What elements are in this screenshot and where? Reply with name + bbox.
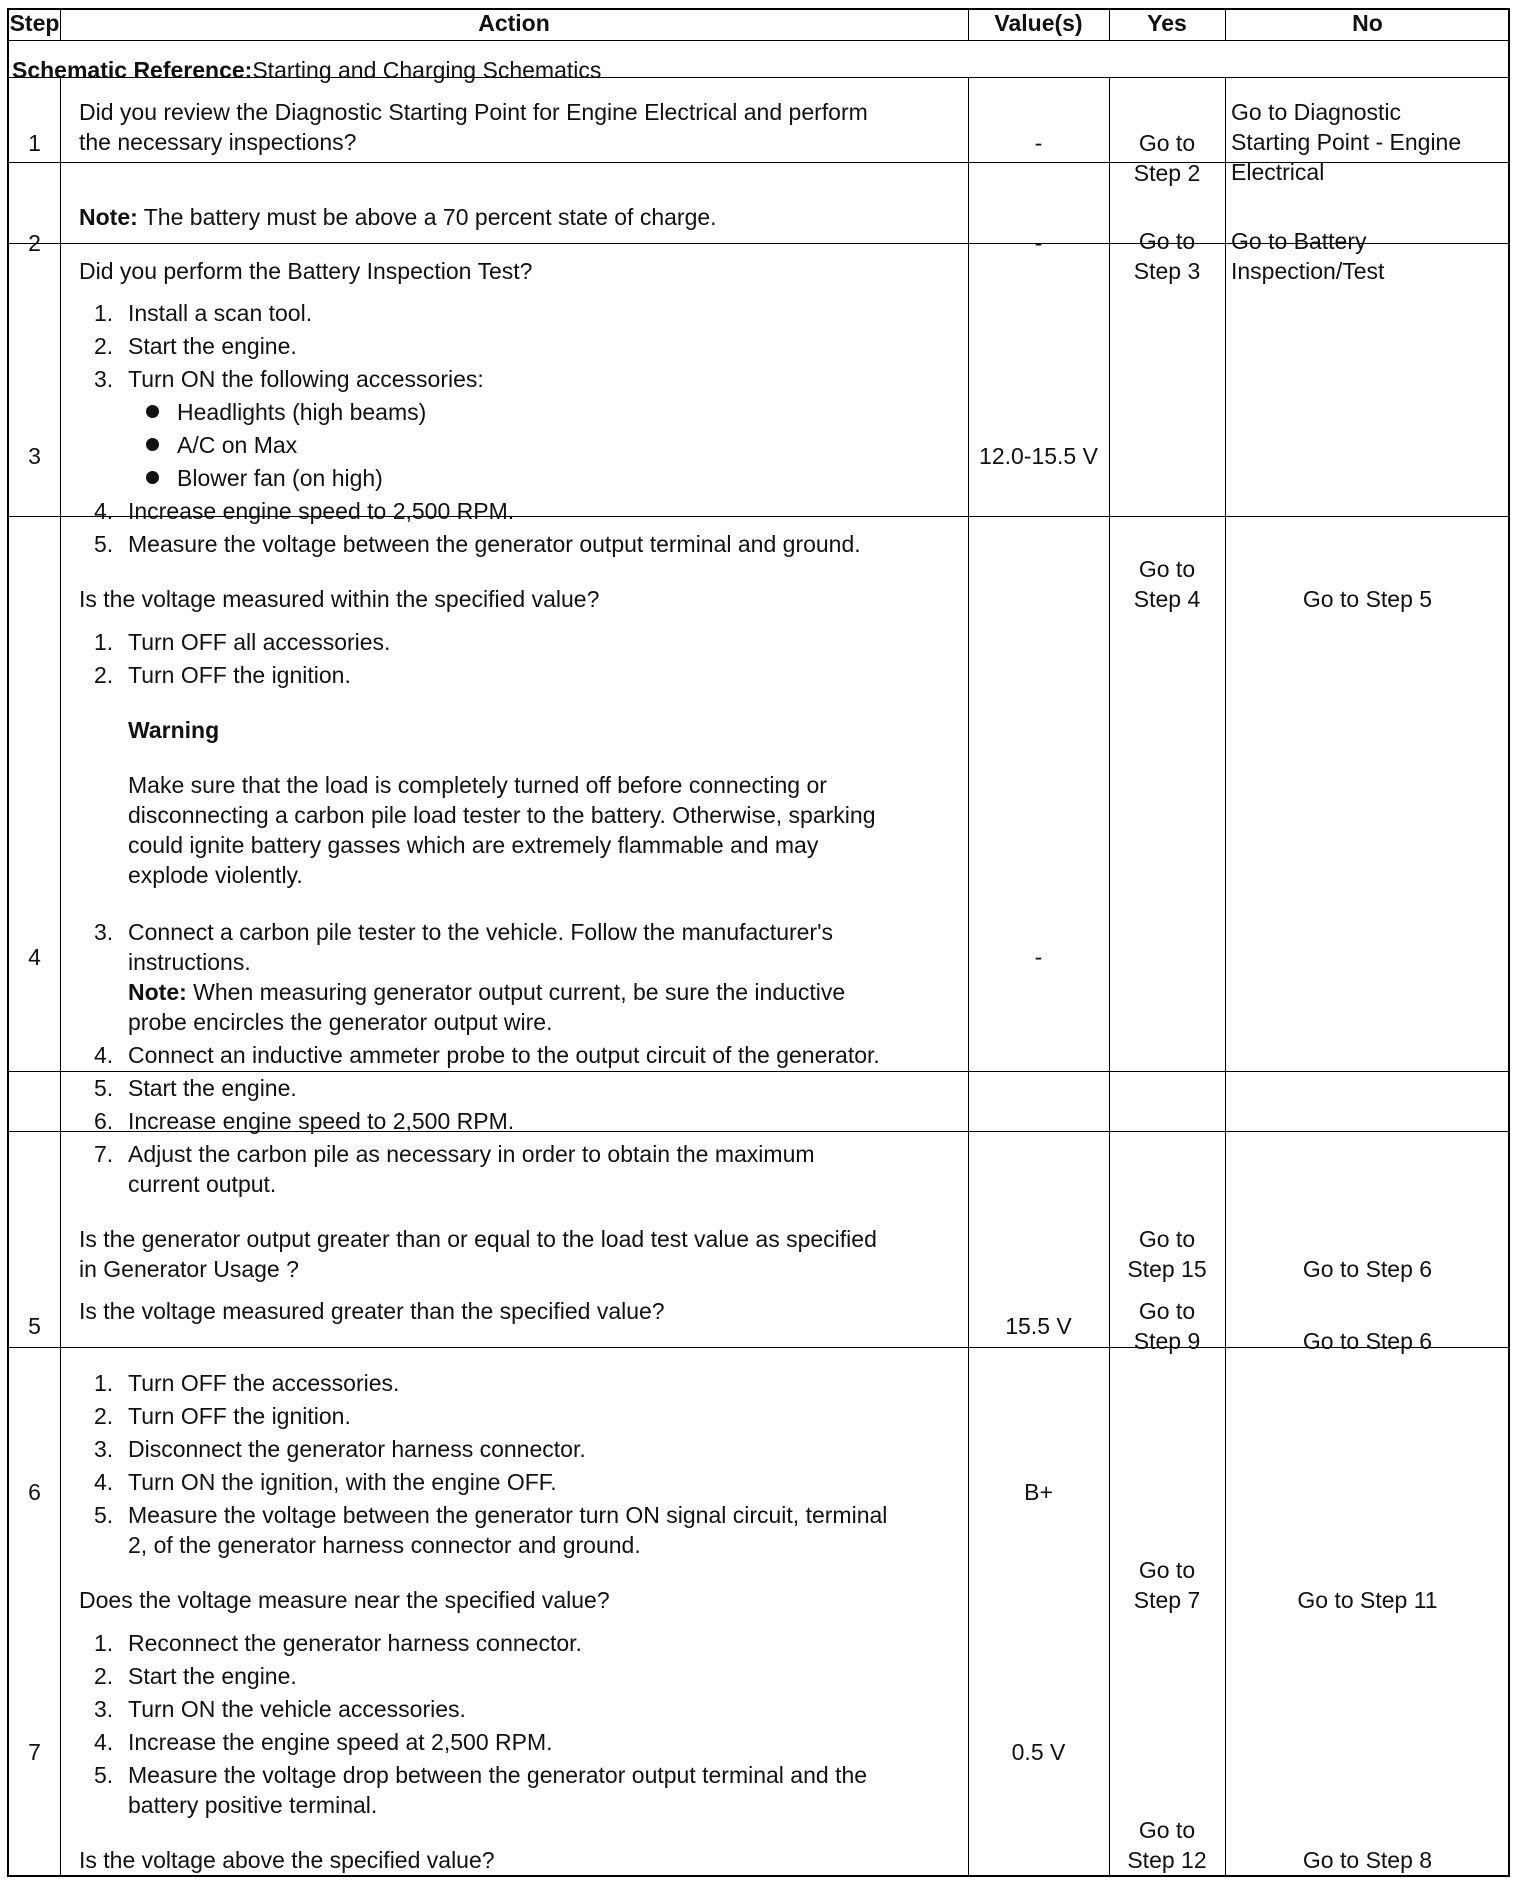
item-number: 5. xyxy=(94,1075,114,1101)
note-text: When measuring generator output current, be sure the inductive xyxy=(186,979,846,1005)
yes-line: Step 4 xyxy=(1133,586,1201,612)
header-action: Action xyxy=(478,10,550,36)
bullet-text: Headlights (high beams) xyxy=(177,399,427,425)
item-number: 5. xyxy=(94,1502,114,1528)
action-line: the necessary inspections? xyxy=(79,129,357,155)
no-line: Go to Step 8 xyxy=(1302,1847,1433,1873)
header-no: No xyxy=(1352,10,1383,36)
no-line: Go to Battery xyxy=(1231,228,1367,254)
note-label: Note: xyxy=(128,979,187,1005)
note xyxy=(79,202,717,232)
item-text: Turn OFF all accessories. xyxy=(128,629,391,655)
warning-line: Make sure that the load is completely turned off before connecting or xyxy=(128,772,827,798)
question: Is the voltage measured within the specified value? xyxy=(79,586,600,612)
schematic-text: Starting and Charging Schematics xyxy=(252,57,602,83)
value-cell: 0.5 V xyxy=(1011,1739,1066,1765)
question: in Generator Usage ? xyxy=(79,1256,299,1282)
step-number: 5 xyxy=(28,1313,41,1339)
item-number: 4. xyxy=(94,498,114,524)
bullet-icon xyxy=(146,438,159,451)
yes-line: Step 7 xyxy=(1133,1587,1201,1613)
item-text: Increase the engine speed at 2,500 RPM. xyxy=(128,1729,553,1755)
note-label: Note: xyxy=(79,204,138,230)
item-number: 1. xyxy=(94,629,114,655)
value-cell: - xyxy=(1034,130,1043,156)
item-text: Reconnect the generator harness connector. xyxy=(128,1630,582,1656)
item-number: 4. xyxy=(94,1729,114,1755)
step-number: 3 xyxy=(28,443,41,469)
item-number: 3. xyxy=(94,1696,114,1722)
item-text: Install a scan tool. xyxy=(128,300,313,326)
yes-line: Step 2 xyxy=(1133,160,1201,186)
item-text: Increase engine speed to 2,500 RPM. xyxy=(128,498,515,524)
item-text: Disconnect the generator harness connector. xyxy=(128,1436,586,1462)
value-cell: 12.0-15.5 V xyxy=(979,443,1098,469)
item-text: Measure the voltage between the generator output terminal and ground. xyxy=(128,531,861,557)
value-cell: B+ xyxy=(1024,1479,1053,1505)
value-cell: - xyxy=(1034,230,1043,256)
question: Does the voltage measure near the specified value? xyxy=(79,1587,610,1613)
item-number: 2. xyxy=(94,1663,114,1689)
step-number: 2 xyxy=(28,230,41,256)
item-number: 5. xyxy=(94,1762,114,1788)
question: Is the generator output greater than or equal to the load test value as specified xyxy=(79,1226,877,1252)
item-text: current output. xyxy=(128,1171,277,1197)
item-text: instructions. xyxy=(128,949,251,975)
yes-line: Go to xyxy=(1138,1817,1196,1843)
item-text: Turn ON the following accessories: xyxy=(128,366,484,392)
item-text: Start the engine. xyxy=(128,1663,297,1689)
yes-line: Step 3 xyxy=(1133,258,1201,284)
step-number: 6 xyxy=(28,1479,41,1505)
no-line: Go to Step 6 xyxy=(1302,1328,1433,1354)
value-cell: 15.5 V xyxy=(1005,1313,1072,1339)
item-number: 2. xyxy=(94,333,114,359)
item-number: 1. xyxy=(94,1370,114,1396)
item-number: 3. xyxy=(94,919,114,945)
schematic-label: Schematic Reference: xyxy=(12,57,253,83)
item-text: Connect a carbon pile tester to the vehicle. Follow the manufacturer's xyxy=(128,919,833,945)
question: Is the voltage above the specified value? xyxy=(79,1847,495,1873)
no-line: Go to Diagnostic xyxy=(1231,99,1402,125)
no-line: Go to Step 11 xyxy=(1297,1587,1438,1613)
item-number: 5. xyxy=(94,531,114,557)
item-text: 2, of the generator harness connector and ground. xyxy=(128,1532,641,1558)
item-number: 2. xyxy=(94,662,114,688)
item-text: Increase engine speed to 2,500 RPM. xyxy=(128,1108,515,1134)
item-text: Start the engine. xyxy=(128,333,297,359)
header-step: Step xyxy=(9,10,60,36)
note-text: probe encircles the generator output wire. xyxy=(128,1009,553,1035)
item-number: 2. xyxy=(94,1403,114,1429)
schematic-reference xyxy=(12,55,601,85)
no-line: Starting Point - Engine xyxy=(1231,129,1462,155)
step-number: 4 xyxy=(28,944,41,970)
no-line: Inspection/Test xyxy=(1231,258,1385,284)
step-number: 7 xyxy=(28,1739,41,1765)
warning-title: Warning xyxy=(128,717,220,743)
question: Did you perform the Battery Inspection Test? xyxy=(79,258,533,284)
action-line: Did you review the Diagnostic Starting Point for Engine Electrical and perform xyxy=(79,99,868,125)
item-number: 7. xyxy=(94,1141,114,1167)
item-text: battery positive terminal. xyxy=(128,1792,378,1818)
item-text: Turn OFF the accessories. xyxy=(128,1370,400,1396)
item-number: 4. xyxy=(94,1469,114,1495)
item-number: 3. xyxy=(94,1436,114,1462)
yes-line: Go to xyxy=(1138,1557,1196,1583)
no-line: Go to Step 6 xyxy=(1302,1256,1433,1282)
yes-line: Go to xyxy=(1138,556,1196,582)
yes-line: Step 9 xyxy=(1133,1328,1201,1354)
yes-line: Step 12 xyxy=(1127,1847,1207,1873)
warning-line: explode violently. xyxy=(128,862,303,888)
yes-line: Go to xyxy=(1138,1298,1196,1324)
item-text: Turn ON the vehicle accessories. xyxy=(128,1696,466,1722)
note-text: The battery must be above a 70 percent state of charge. xyxy=(137,204,717,230)
no-line: Electrical xyxy=(1231,159,1325,185)
warning-line: disconnecting a carbon pile load tester to the battery. Otherwise, sparking xyxy=(128,802,876,828)
item-text: Measure the voltage between the generator turn ON signal circuit, terminal xyxy=(128,1502,888,1528)
item-number: 1. xyxy=(94,1630,114,1656)
bullet-text: A/C on Max xyxy=(177,432,298,458)
bullet-icon xyxy=(146,471,159,484)
header-values: Value(s) xyxy=(994,10,1083,36)
yes-line: Go to xyxy=(1138,1226,1196,1252)
item-text: Turn ON the ignition, with the engine OFF. xyxy=(128,1469,557,1495)
value-cell: - xyxy=(1034,944,1043,970)
item-text: Adjust the carbon pile as necessary in order to obtain the maximum xyxy=(128,1141,815,1167)
item-number: 3. xyxy=(94,366,114,392)
yes-line: Go to xyxy=(1138,228,1196,254)
item-number: 6. xyxy=(94,1108,114,1134)
item-number: 1. xyxy=(94,300,114,326)
header-yes: Yes xyxy=(1147,10,1187,36)
note xyxy=(128,977,845,1007)
item-text: Turn OFF the ignition. xyxy=(128,662,351,688)
bullet-icon xyxy=(146,405,159,418)
question: Is the voltage measured greater than the specified value? xyxy=(79,1298,665,1324)
step-number: 1 xyxy=(28,130,41,156)
yes-line: Step 15 xyxy=(1127,1256,1207,1282)
item-text: Connect an inductive ammeter probe to the output circuit of the generator. xyxy=(128,1042,880,1068)
item-text: Start the engine. xyxy=(128,1075,297,1101)
item-text: Turn OFF the ignition. xyxy=(128,1403,351,1429)
no-line: Go to Step 5 xyxy=(1302,586,1433,612)
item-number: 4. xyxy=(94,1042,114,1068)
bullet-text: Blower fan (on high) xyxy=(177,465,383,491)
warning-line: could ignite battery gasses which are extremely flammable and may xyxy=(128,832,819,858)
yes-line: Go to xyxy=(1138,130,1196,156)
item-text: Measure the voltage drop between the generator output terminal and the xyxy=(128,1762,868,1788)
